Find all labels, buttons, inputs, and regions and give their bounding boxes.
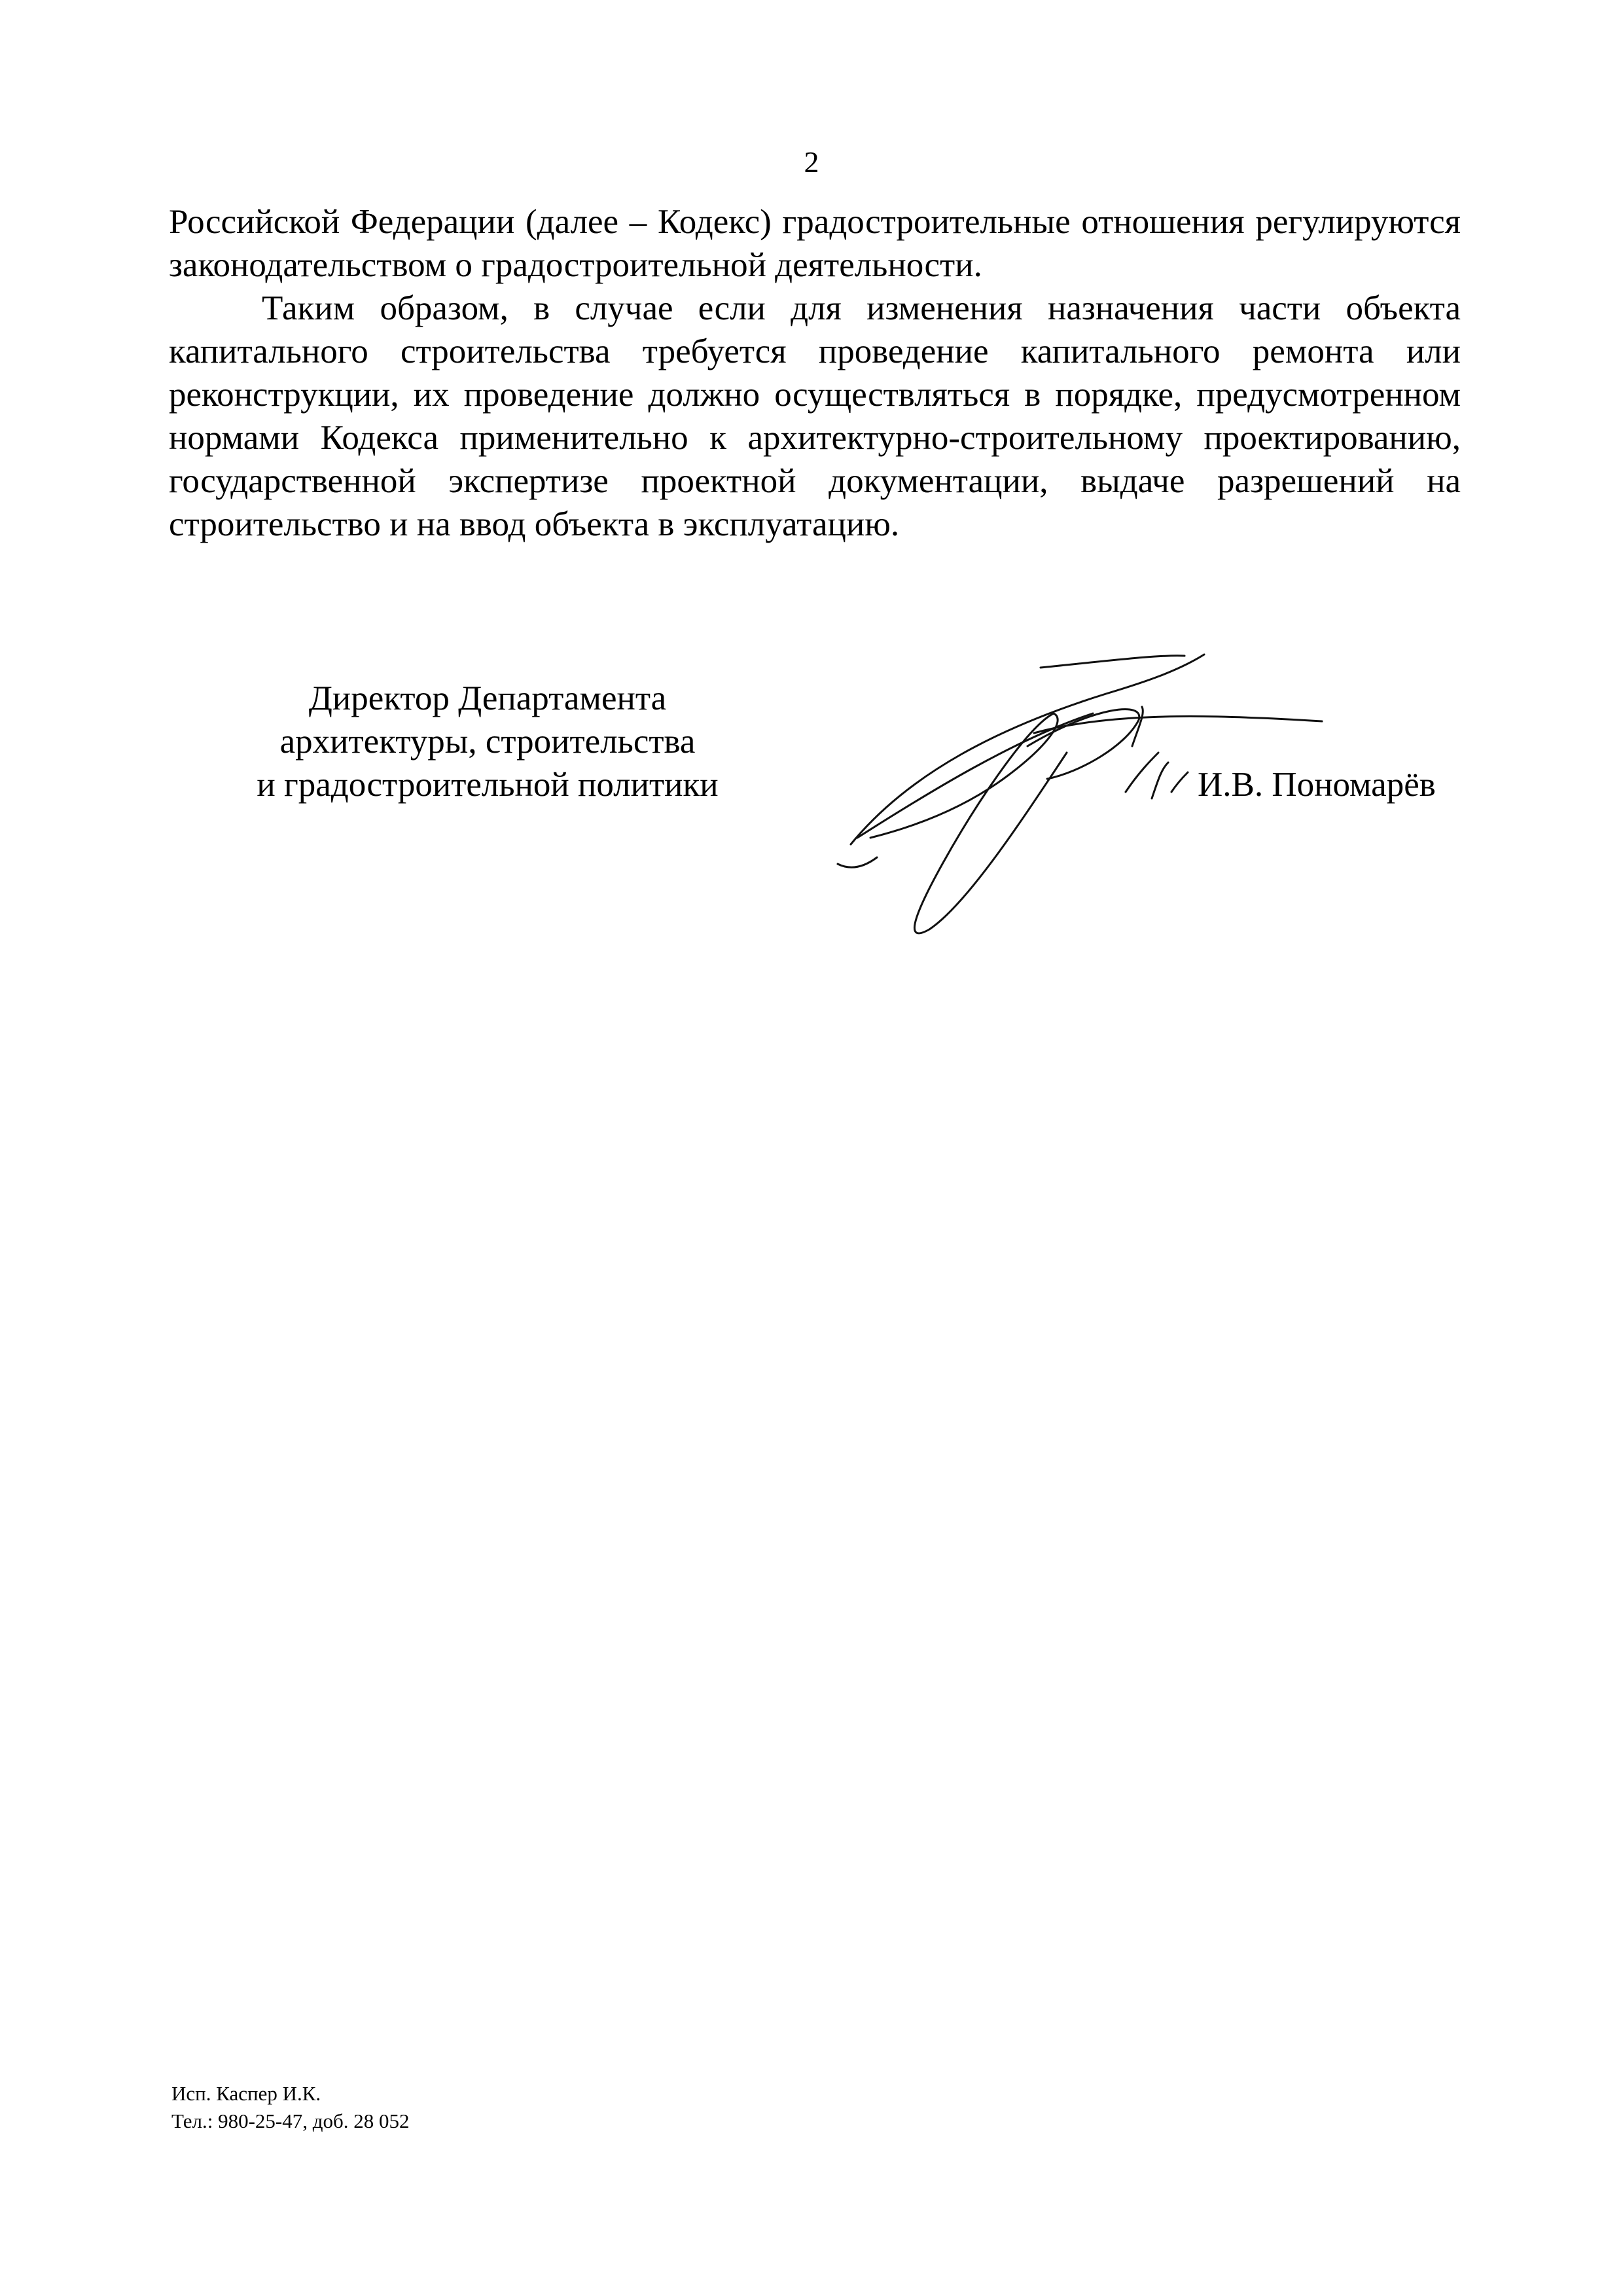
executor-info bbox=[171, 2080, 410, 2135]
signer-name: И.В. Пономарёв bbox=[1198, 766, 1436, 804]
signer-position-line: Директор Департамента bbox=[308, 679, 667, 717]
page-number: 2 bbox=[804, 145, 819, 179]
paragraph-conclusion: Таким образом, в случае если для изменения назначения части объекта капитального строительства требуется проведение капитального ремонта или реконструкции, их проведение должно осуществляться в порядке, предусмотренном нормами Кодекса применительно к архитектурно-строительному проектированию, государственной экспертизе проектной документации, выдаче разрешений на строительство и на ввод объекта в эксплуатацию. bbox=[169, 289, 1461, 543]
signer-position bbox=[216, 677, 759, 806]
signer-position-line: архитектуры, строительства bbox=[279, 723, 696, 761]
executor-name: Исп. Каспер И.К. bbox=[171, 2082, 321, 2105]
letter-body bbox=[169, 200, 1461, 546]
signer-position-line: и градостроительной политики bbox=[257, 766, 719, 804]
paragraph-continuation: Российской Федерации (далее – Кодекс) градостроительные отношения регулируются законодательством о градостроительной деятельности. bbox=[169, 203, 1461, 284]
executor-phone: Тел.: 980-25-47, доб. 28 052 bbox=[171, 2109, 410, 2132]
